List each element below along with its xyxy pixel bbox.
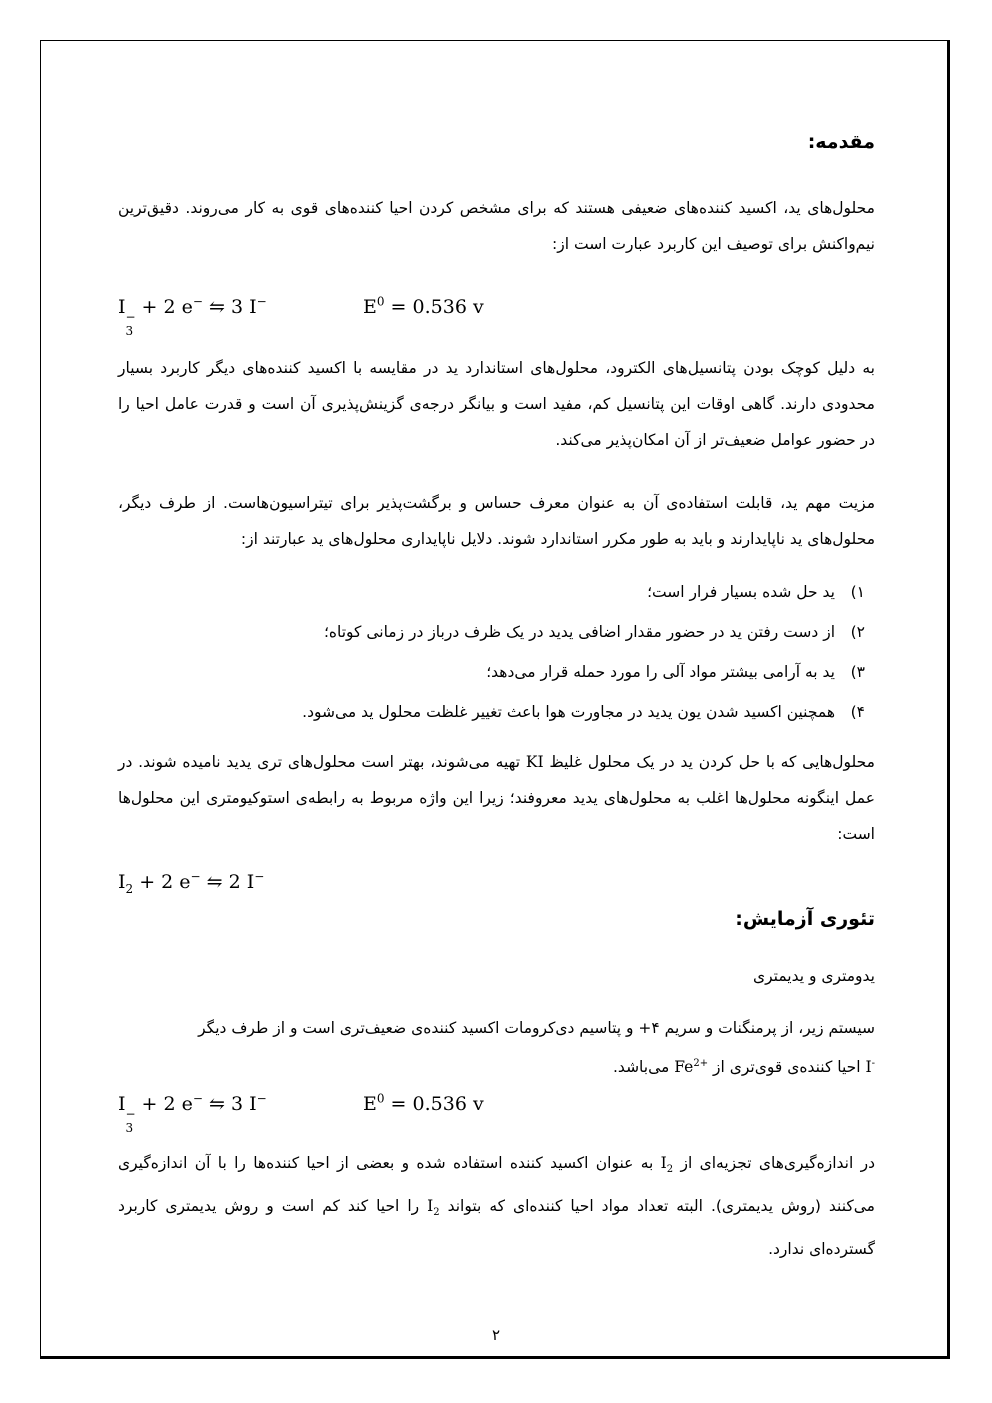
list-item-number: ۴) xyxy=(850,703,865,721)
equation-potential xyxy=(363,1093,484,1115)
eq-product: 3 I xyxy=(230,1093,257,1115)
eq-reactant-subscript: 3 xyxy=(125,324,134,338)
eq-electrons: + 2 e xyxy=(135,1093,193,1115)
equation-reaction xyxy=(118,1090,363,1135)
eq-product-charge: − xyxy=(256,294,267,309)
eq-reactant: I xyxy=(118,1093,126,1115)
eq-reactant: I xyxy=(118,296,126,318)
list-item xyxy=(302,692,875,732)
page-number: ۲ xyxy=(491,1326,501,1344)
eq-product: 3 I xyxy=(230,296,257,318)
eq-product: 2 I xyxy=(228,871,255,893)
eq-reactant-charge: − xyxy=(125,310,136,324)
formula-ki: KI xyxy=(525,753,544,771)
iodide-ion xyxy=(865,1058,875,1076)
paragraph-text: محلول‌هایی که با حل کردن ید در یک محلول غلیظ xyxy=(543,753,875,771)
iron-ion xyxy=(674,1058,708,1076)
ion-symbol: I xyxy=(865,1058,872,1077)
paragraph-text: را احیا کند کم است و روش یدیمتری کاربرد گسترده‌ای ندارد. xyxy=(118,1197,875,1259)
equation-reaction xyxy=(118,293,363,338)
theory-paragraph-2 xyxy=(118,1145,875,1267)
section-heading-theory: تئوری آزمایش: xyxy=(735,908,875,930)
eq-reactant-charge: − xyxy=(125,1107,136,1121)
eq-electron-charge: − xyxy=(190,869,201,884)
eq-reactant-subscript: 2 xyxy=(125,881,134,896)
equation-triiodide-reduction-2 xyxy=(118,1090,484,1135)
eq-reactant-subscript: 3 xyxy=(125,1121,134,1135)
eq-electron-charge: − xyxy=(192,1091,203,1106)
eq-potential-label: E xyxy=(363,1093,377,1115)
iodine-formula xyxy=(427,1197,440,1219)
paragraph-text: تهیه می‌شوند، بهتر است محلول‌های تری یدید نامیده شوند. در عمل اینگونه محلول‌ها اغلب به محلول‌های یدید معروفند؛ زیرا این واژه مربوط به رابطه‌ی استوکیومتری این محلول‌ها است: xyxy=(118,753,875,843)
list-item-text: همچنین اکسید شدن یون یدید در مجاورت هوا باعث تغییر غلظت محلول ید می‌شود. xyxy=(302,703,835,721)
intro-paragraph-1: محلول‌های ید، اکسید کننده‌های ضعیفی هستند که برای مشخص کردن احیا کننده‌های قوی به کار می‌روند. دقیق‌ترین نیم‌واکنش برای توصیف این کاربرد عبارت است از: xyxy=(118,199,875,253)
eq-potential-label: E xyxy=(363,296,377,318)
equation-triiodide-reduction-1 xyxy=(118,293,484,338)
eq-equilibrium-arrow: ⇋ xyxy=(202,296,231,318)
list-item-number: ۲) xyxy=(850,623,865,641)
eq-potential-superscript: 0 xyxy=(376,1091,385,1106)
eq-equilibrium-arrow: ⇋ xyxy=(200,871,229,893)
list-item-text: از دست رفتن ید در حضور مقدار اضافی یدید در یک ظرف درباز در زمانی کوتاه؛ xyxy=(323,623,835,641)
paragraph-text: در اندازه‌گیری‌های تجزیه‌ای از xyxy=(673,1154,875,1172)
section-heading-introduction: مقدمه: xyxy=(807,131,875,153)
list-item-number: ۱) xyxy=(850,583,865,601)
ion-charge: 2+ xyxy=(693,1058,709,1069)
paragraph-line-2 xyxy=(118,1046,875,1085)
intro-paragraph-4 xyxy=(118,744,875,852)
eq-equilibrium-arrow: ⇋ xyxy=(202,1093,231,1115)
eq-potential-value: = 0.536 v xyxy=(384,1093,484,1115)
eq-potential-superscript: 0 xyxy=(376,294,385,309)
formula-subscript: 2 xyxy=(433,1207,440,1219)
paragraph-text: سیستم زیر، از پرمنگنات و سریم ۴+ و پتاسیم دی‌کرومات اکسید کننده‌ی ضعیف‌تری است و از طرف دیگر xyxy=(198,1019,875,1037)
intro-paragraph-3: مزیت مهم ید، قابلت استفاده‌ی آن به عنوان معرف حساس و برگشت‌پذیر برای تیتراسیون‌هاست. از طرف دیگر، محلول‌های ید ناپایدارند و باید به طور مکرر استاندارد شوند. دلایل ناپایداری محلول‌های ید عبارتند از: xyxy=(118,494,875,548)
theory-paragraph-1 xyxy=(118,1010,875,1085)
eq-electrons: + 2 e xyxy=(133,871,191,893)
paragraph-text: به عنوان اکسید کننده استفاده شده و بعضی از احیا کننده‌ها را با آن اندازه‌گیری می‌کنند (روش یدیمتری). البته تعداد مواد احیا کننده‌ای که بتواند xyxy=(118,1154,875,1216)
iodine-formula xyxy=(660,1154,674,1176)
list-item xyxy=(302,652,875,692)
intro-paragraph-2: به دلیل کوچک بودن پتانسیل‌های الکترود، محلول‌های استاندارد ید در مقایسه با اکسید کننده‌های دیگر کاربرد بسیار محدودی دارند. گاهی اوقات این پتانسیل کم، مفید است و بیانگر درجه‌ی گزینش‌پذیری آن است و قدرت عامل احیا را در حضور عوامل ضعیف‌تر از آن امکان‌پذیر می‌کند. xyxy=(118,359,875,449)
eq-product-charge: − xyxy=(256,1091,267,1106)
ion-charge: - xyxy=(871,1058,875,1069)
eq-product-charge: − xyxy=(254,869,265,884)
list-item xyxy=(302,612,875,652)
eq-potential-value: = 0.536 v xyxy=(384,296,484,318)
formula-symbol: I xyxy=(660,1154,667,1172)
equation-iodine-reduction xyxy=(118,868,264,896)
list-item-text: ید به آرامی بیشتر مواد آلی را مورد حمله قرار می‌دهد؛ xyxy=(486,663,835,681)
list-item xyxy=(302,572,875,612)
paragraph-text: می‌باشد. xyxy=(613,1058,675,1077)
paragraph-text: احیا کننده‌ی قوی‌تری از xyxy=(708,1058,866,1077)
instability-reasons-list xyxy=(302,572,875,732)
ion-symbol: Fe xyxy=(674,1058,694,1077)
eq-reactant: I xyxy=(118,871,126,893)
eq-electrons: + 2 e xyxy=(135,296,193,318)
formula-subscript: 2 xyxy=(666,1164,674,1176)
equation-potential xyxy=(363,296,484,318)
theory-subheading: یدومتری و یدیمتری xyxy=(752,967,875,985)
formula-symbol: I xyxy=(427,1197,434,1216)
list-item-text: ید حل شده بسیار فرار است؛ xyxy=(647,583,835,601)
list-item-number: ۳) xyxy=(850,663,865,681)
eq-electron-charge: − xyxy=(192,294,203,309)
